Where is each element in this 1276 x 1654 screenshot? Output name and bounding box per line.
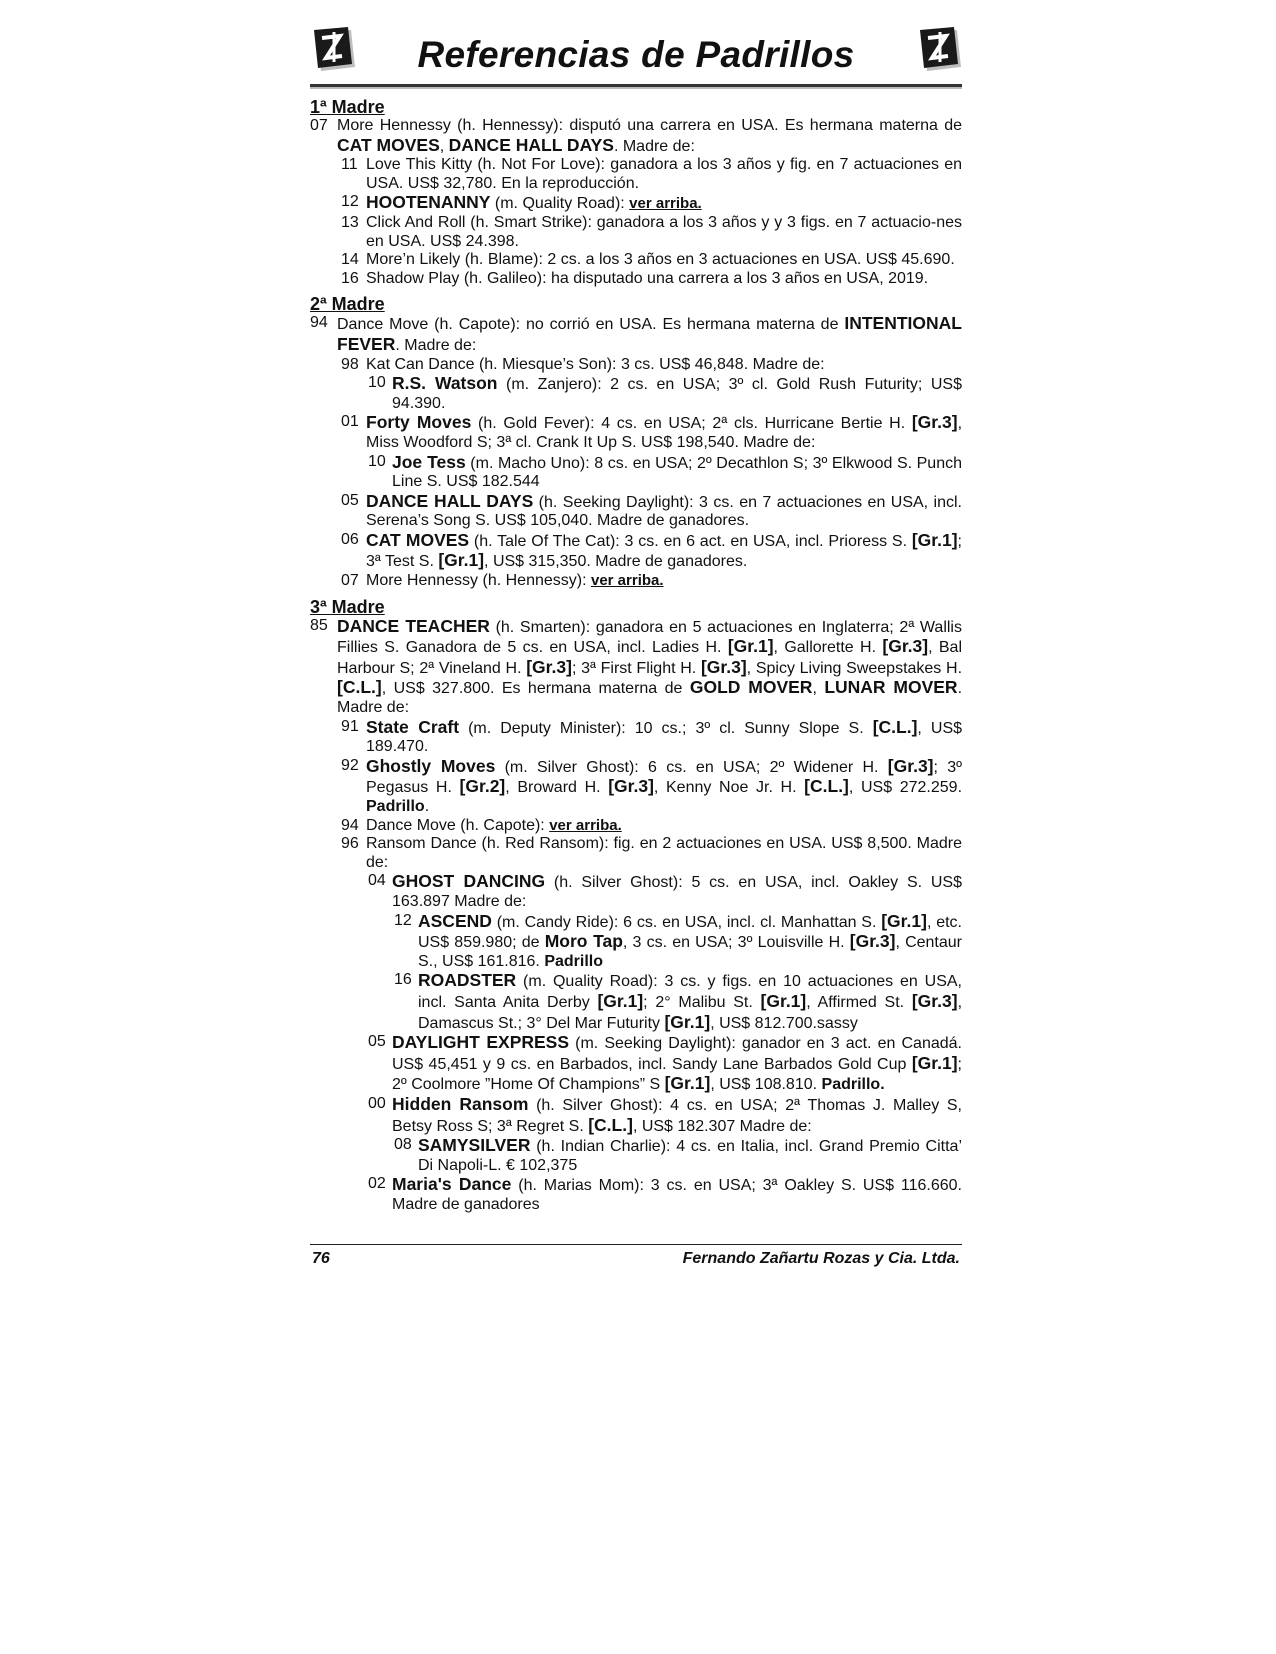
pedigree-entry — [341, 413, 962, 452]
cross-reference: ver arriba. — [629, 195, 702, 213]
entry-text: (m. Deputy Minister): 10 cs.; 3º cl. Sunny Slope S. — [459, 719, 873, 737]
entry-text: ; 3ª Test S. — [366, 532, 962, 571]
pedigree-entry — [368, 453, 962, 492]
pedigree-entry — [394, 1136, 962, 1175]
entry-text: (h. Gold Fever): 4 cs. en USA; 2ª cls. Hurricane Bertie H. — [471, 415, 912, 433]
entry-year: 05 — [341, 491, 359, 509]
entry-year: 07 — [310, 117, 328, 134]
entry-text: , Affirmed St. — [806, 993, 912, 1011]
entry-text: (m. Zanjero): 2 cs. en USA; 3º cl. Gold Rush Futurity; US$ 94.390. — [392, 376, 962, 412]
pedigree-content — [310, 97, 962, 1214]
race-grade: [Gr.1] — [727, 636, 774, 657]
horse-name: HOOTENANNY — [366, 192, 491, 213]
entry-year: 16 — [341, 269, 359, 287]
race-grade: [Gr.1] — [664, 1073, 711, 1094]
entry-year: 08 — [394, 1136, 412, 1154]
zr-monogram-logo — [310, 24, 356, 72]
entry-text: Kat Can Dance (h. Miesque’s Son): 3 cs. US$ 46,848. Madre de: — [366, 355, 825, 373]
horse-name: CAT MOVES — [337, 134, 440, 155]
pedigree-entry — [341, 270, 962, 289]
horse-name: Maria's Dance — [392, 1174, 512, 1195]
horse-name: SAMYSILVER — [418, 1135, 531, 1156]
entry-text: (h. Tale Of The Cat): 3 cs. en 6 act. en USA, incl. Prioress S. — [469, 532, 912, 550]
cross-reference: ver arriba. — [549, 816, 622, 834]
horse-name: DANCE TEACHER — [337, 615, 490, 636]
zr-monogram-logo — [916, 24, 962, 72]
horse-name: LUNAR MOVER — [824, 677, 958, 698]
entry-text: (h. Silver Ghost): 4 cs. en USA; 2ª Thomas J. Malley S, Betsy Ross S; 3ª Regret S. — [392, 1096, 962, 1135]
pedigree-entry — [368, 1095, 962, 1136]
race-grade: [Gr.3] — [911, 412, 958, 433]
entry-text: Dance Move (h. Capote): — [366, 816, 550, 834]
entry-text: . — [424, 798, 430, 815]
entry-text: Dance Move (h. Capote): no corrió en USA. Es hermana materna de — [337, 316, 845, 334]
entry-text: (h. Marias Mom): 3 cs. en USA; 3ª Oakley S. US$ 116.660. Madre de ganadores — [392, 1177, 962, 1213]
pedigree-entry — [341, 718, 962, 757]
horse-name: State Craft — [366, 716, 460, 737]
horse-name: DANCE HALL DAYS — [366, 490, 534, 511]
entry-text: More Hennessy (h. Hennessy): — [366, 572, 591, 590]
entry-text: (h. Smarten): ganadora en 5 actuaciones en Inglaterra; 2ª Wallis Fillies S. Ganadora de 5 cs. en USA, incl. Ladies H. — [337, 618, 962, 657]
entry-year: 13 — [341, 213, 359, 231]
entry-text: (m. Seeking Daylight): ganador en 3 act. en Canadá. US$ 45,451 y 9 cs. en Barbados, incl. Sandy Lane Barbados Gold Cup — [392, 1035, 962, 1073]
entry-text: , US$ 182.307 Madre de: — [632, 1117, 812, 1135]
horse-name: DANCE HALL DAYS — [448, 134, 614, 155]
entry-text: (m. Candy Ride): 6 cs. en USA, incl. cl. Manhattan S. — [491, 913, 882, 931]
horse-name: GOLD MOVER — [689, 677, 813, 698]
entry-text: (m. Quality Road): — [490, 195, 630, 213]
pedigree-entry — [368, 872, 962, 911]
entry-text: , Miss Woodford S; 3ª cl. Crank It Up S. US$ 198,540. Madre de: — [366, 415, 963, 451]
page-title: Referencias de Padrillos — [417, 34, 855, 75]
pedigree-entry — [368, 374, 962, 413]
entry-text: , — [812, 680, 825, 698]
entry-year: 12 — [341, 193, 359, 211]
entry-year: 10 — [368, 452, 386, 470]
entry-year: 91 — [341, 717, 359, 735]
pedigree-entry — [341, 817, 962, 836]
entry-year: 04 — [368, 872, 386, 890]
horse-name: GHOST DANCING — [392, 871, 546, 892]
entry-text: , — [439, 137, 449, 155]
entry-year: 92 — [341, 756, 359, 774]
entry-text: , Bal Harbour S; 2ª Vineland H. — [337, 639, 963, 677]
entry-year: 07 — [341, 572, 359, 590]
race-grade: [Gr.3] — [849, 931, 896, 952]
horse-name: INTENTIONAL FEVER — [337, 313, 962, 354]
race-grade: [C.L.] — [804, 776, 849, 797]
entry-text: . Madre de: — [395, 336, 477, 354]
pedigree-entry — [341, 757, 962, 817]
horse-name: ROADSTER — [418, 970, 517, 991]
entry-text: , US$ 108.810. — [710, 1076, 822, 1094]
entry-year: 14 — [341, 251, 359, 269]
entry-year: 12 — [394, 911, 412, 929]
entry-text: Shadow Play (h. Galileo): ha disputado una carrera a los 3 años en USA, 2019. — [366, 269, 929, 287]
entry-text: ; 2° Malibu St. — [643, 993, 761, 1011]
race-grade: [Gr.1] — [760, 990, 807, 1011]
race-grade: [Gr.3] — [887, 755, 934, 776]
race-grade: [Gr.1] — [881, 910, 927, 931]
race-grade: [C.L.] — [337, 677, 382, 698]
page-header — [310, 22, 962, 87]
sire-note: Padrillo — [544, 952, 603, 970]
entry-text: , 3 cs. en USA; 3º Louisville H. — [622, 934, 850, 952]
pedigree-entry — [341, 835, 962, 872]
horse-name: CAT MOVES — [366, 529, 470, 550]
page-footer — [310, 1244, 962, 1271]
horse-name: Ghostly Moves — [366, 755, 496, 776]
page-number: 76 — [312, 1250, 330, 1267]
page — [310, 22, 962, 1214]
entry-year: 00 — [368, 1094, 386, 1112]
entry-year: 06 — [341, 530, 359, 548]
pedigree-entry — [341, 492, 962, 531]
entry-text: , Spicy Living Sweepstakes H. — [746, 659, 963, 677]
entry-year: 96 — [341, 835, 359, 853]
entry-text: , US$ 812.700.sassy — [710, 1014, 858, 1032]
race-grade: [Gr.1] — [438, 550, 485, 571]
entry-text: , Damascus St.; 3° Del Mar Futurity — [418, 993, 963, 1032]
sire-note: Padrillo. — [821, 1076, 885, 1094]
horse-name: Forty Moves — [366, 412, 472, 433]
company-name: Fernando Zañartu Rozas y Cia. Ltda. — [682, 1250, 960, 1267]
entry-year: 94 — [310, 314, 328, 332]
entry-text: , US$ 315,350. Madre de ganadores. — [484, 553, 748, 571]
pedigree-entry — [310, 314, 962, 355]
pedigree-entry — [341, 193, 962, 214]
pedigree-entry — [341, 572, 962, 591]
race-grade: [Gr.1] — [664, 1011, 711, 1032]
entry-text: ; 3ª First Flight H. — [571, 659, 701, 677]
entry-text: . Madre de: — [613, 137, 695, 155]
entry-text: (h. Silver Ghost): 5 cs. en USA, incl. Oakley S. US$ 163.897 Madre de: — [392, 874, 963, 910]
entry-year: 10 — [368, 374, 386, 392]
entry-year: 11 — [341, 156, 358, 174]
entry-year: 98 — [341, 355, 359, 373]
race-grade: [Gr.3] — [526, 656, 572, 677]
race-grade: [Gr.3] — [700, 656, 747, 677]
entry-text: More Hennessy (h. Hennessy): disputó una carrera en USA. Es hermana materna de — [337, 117, 962, 134]
race-grade: [Gr.3] — [608, 776, 654, 797]
horse-name: Joe Tess — [392, 451, 466, 472]
entry-text: , Gallorette H. — [773, 639, 883, 657]
entry-text: Click And Roll (h. Smart Strike): ganadora a los 3 años y y 3 figs. en 7 actuacio-nes en USA. US$ 24.398. — [366, 213, 962, 250]
race-grade: [Gr.3] — [882, 636, 929, 657]
entry-text: , US$ 327.800. Es hermana materna de — [381, 680, 690, 698]
race-grade: [Gr.1] — [911, 1052, 958, 1073]
cross-reference: ver arriba. — [590, 572, 664, 590]
entry-text: (m. Quality Road): 3 cs. y figs. en 10 actuaciones en USA, incl. Santa Anita Derby — [418, 973, 962, 1011]
pedigree-entry — [341, 156, 962, 193]
pedigree-entry — [341, 214, 962, 251]
entry-text: (m. Macho Uno): 8 cs. en USA; 2º Decathlon S; 3º Elkwood S. Punch Line S. US$ 182.544 — [392, 454, 963, 491]
race-grade: [C.L.] — [872, 716, 918, 737]
entry-year: 94 — [341, 816, 359, 834]
entry-text: . Madre de: — [337, 680, 963, 717]
race-grade: [Gr.2] — [459, 776, 506, 797]
pedigree-entry — [368, 1175, 962, 1214]
entry-text: , US$ 189.470. — [366, 719, 963, 756]
entry-text: , Broward H. — [505, 779, 609, 797]
horse-name: DAYLIGHT EXPRESS — [392, 1032, 570, 1053]
pedigree-entry — [394, 971, 962, 1033]
horse-name: Hidden Ransom — [392, 1093, 529, 1114]
horse-name: R.S. Watson — [392, 373, 498, 394]
pedigree-entry — [394, 912, 962, 972]
entry-text: , Centaur S., US$ 161.816. — [418, 934, 963, 970]
entry-text: Ransom Dance (h. Red Ransom): fig. en 2 actuaciones en USA. US$ 8,500. Madre de: — [366, 835, 962, 871]
pedigree-entry — [341, 356, 962, 375]
entry-text: , US$ 272.259. — [848, 779, 963, 797]
entry-text: (h. Indian Charlie): 4 cs. en Italia, incl. Grand Premio Citta’ Di Napoli-L. € 102,375 — [418, 1138, 962, 1174]
entry-text: , etc. US$ 859.980; de — [418, 913, 962, 952]
sire-note: Padrillo — [366, 798, 425, 815]
race-grade: [Gr.3] — [911, 990, 958, 1011]
entry-text: More’n Likely (h. Blame): 2 cs. a los 3 años en 3 actuaciones en USA. US$ 45.690. — [366, 251, 955, 269]
pedigree-entry — [341, 531, 962, 572]
race-grade: [C.L.] — [588, 1114, 633, 1135]
section-title: 3ª Madre — [310, 596, 385, 617]
horse-name: ASCEND — [418, 910, 492, 931]
entry-text: (h. Seeking Daylight): 3 cs. en 7 actuaciones en USA, incl. Serena’s Song S. US$ 105,040. Madre de ganadores. — [366, 493, 962, 530]
entry-year: 05 — [368, 1033, 386, 1051]
pedigree-entry — [310, 117, 962, 156]
entry-text: , Kenny Noe Jr. H. — [653, 779, 805, 797]
entry-text: (m. Silver Ghost): 6 cs. en USA; 2º Widener H. — [495, 758, 888, 776]
entry-year: 85 — [310, 616, 328, 634]
entry-year: 16 — [394, 971, 412, 989]
pedigree-entry — [341, 251, 962, 270]
pedigree-entry — [368, 1033, 962, 1095]
entry-year: 01 — [341, 413, 359, 431]
pedigree-entry — [310, 617, 962, 718]
entry-year: 02 — [368, 1175, 386, 1193]
race-grade: [Gr.1] — [911, 529, 958, 550]
race-grade: [Gr.1] — [597, 990, 644, 1011]
entry-text: ; 2º Coolmore ”Home Of Champions” S — [392, 1055, 962, 1094]
entry-text: Love This Kitty (h. Not For Love): ganadora a los 3 años y fig. en 7 actuaciones en USA. US$ 32,780. En la reproducción. — [366, 156, 962, 192]
horse-name: Moro Tap — [544, 931, 623, 952]
section-title: 1ª Madre — [310, 97, 385, 117]
entry-text: ; 3º Pegasus H. — [366, 758, 962, 797]
section-title: 2ª Madre — [310, 294, 385, 315]
